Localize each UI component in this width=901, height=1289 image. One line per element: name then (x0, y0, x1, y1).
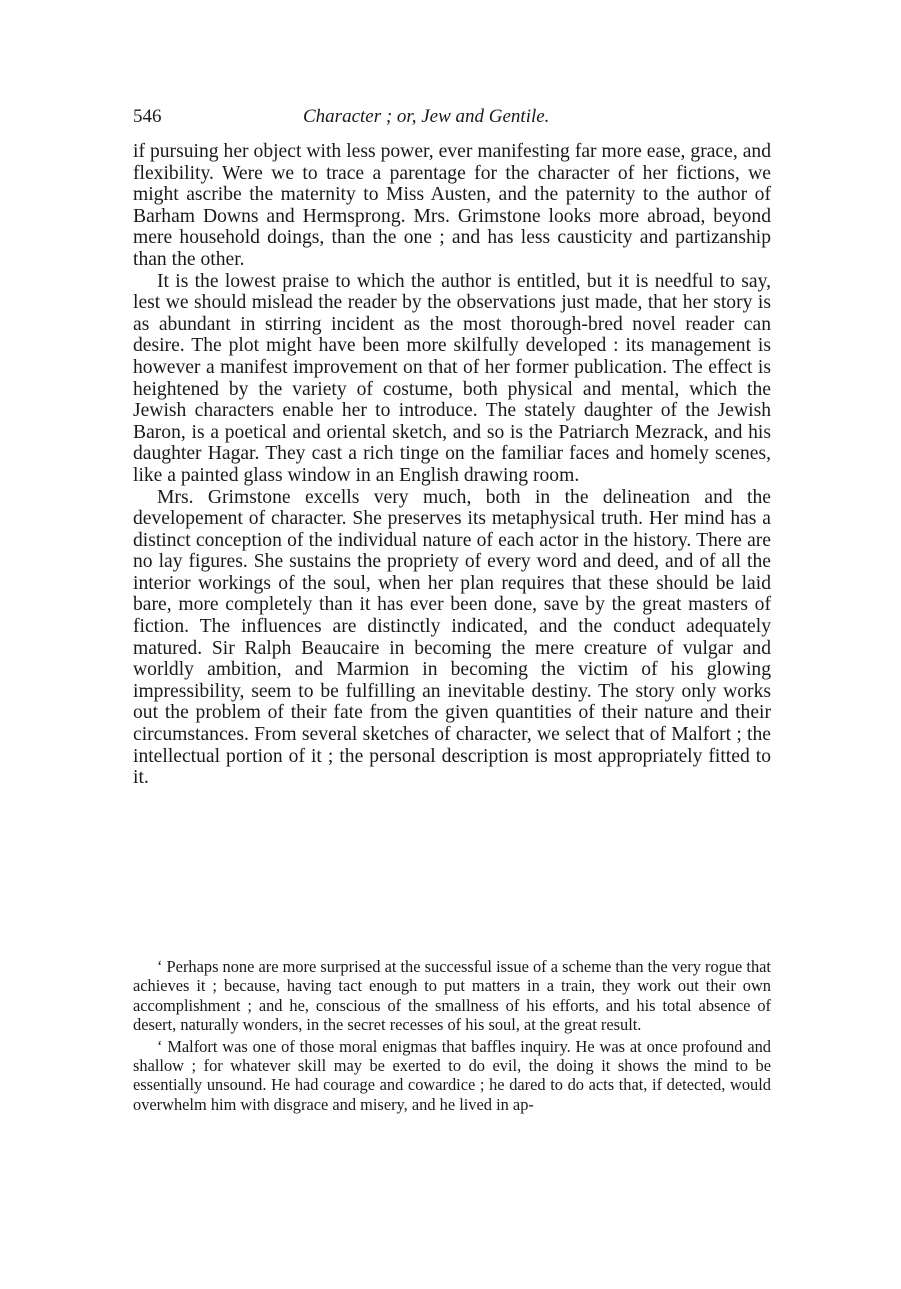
quote-paragraph: ‘ Malfort was one of those moral enigmas that baffles inquiry. He was at once profound and shallow ; for whatever skill may be exerted to do evil, the doing it shows the mind to be essentially unsound. He had courage and cowardice ; he dared to do acts that, if detected, would overwhelm him with disgrace and misery, and he lived in ap- (133, 1036, 771, 1114)
paragraph: It is the lowest praise to which the author is entitled, but it is needful to say, lest we should mislead the reader by the observations just made, that her story is as abundant in stirring incident as the most thorough-bred novel reader can desire. The plot might have been more skilfully developed : its management is however a manifest improvement on that of her former publication. The effect is heightened by the variety of costume, both physical and mental, which the Jewish characters enable her to introduce. The stately daughter of the Jewish Baron, is a poetical and oriental sketch, and so is the Patriarch Mezrack, and his daughter Hagar. They cast a rich tinge on the familiar faces and homely scenes, like a painted glass window in an English drawing room. (133, 270, 771, 486)
main-text (133, 141, 771, 789)
quote-paragraph: ‘ Perhaps none are more surprised at the successful issue of a scheme than the very rogue that achieves it ; because, having tact enough to put matters in a train, they work out their own accomplishment ; and he, conscious of the smallness of his efforts, and his total absence of desert, naturally wonders, in the secret recesses of his soul, at the great result. (133, 957, 771, 1035)
page-header (133, 106, 773, 136)
block-quote (133, 957, 771, 1116)
page-number: 546 (133, 106, 162, 127)
paragraph: if pursuing her object with less power, ever manifesting far more ease, grace, and flexibility. Were we to trace a parentage for the character of her fictions, we might ascribe the maternity to Miss Austen, and the paternity to the author of Barham Downs and Hermsprong. Mrs. Grimstone looks more abroad, beyond mere household doings, than the one ; and has less causticity and partizanship than the other. (133, 141, 771, 270)
paragraph: Mrs. Grimstone excells very much, both in the delineation and the developement of character. She preserves its metaphysical truth. Her mind has a distinct conception of the individual nature of each actor in the history. There are no lay figures. She sustains the propriety of every word and deed, and of all the interior workings of the soul, when her plan requires that these should be laid bare, more completely than it has ever been done, save by the great masters of fiction. The influences are distinctly indicated, and the conduct adequately matured. Sir Ralph Beaucaire in becoming the mere creature of vulgar and worldly ambition, and Marmion in becoming the victim of his glowing impressibility, seem to be fulfilling an inevitable destiny. The story only works out the problem of their fate from the given quantities of their nature and their circumstances. From several sketches of character, we select that of Malfort ; the intellectual portion of it ; the personal description is most appropriately fitted to it. (133, 486, 771, 789)
running-head: Character ; or, Jew and Gentile. (303, 106, 550, 127)
